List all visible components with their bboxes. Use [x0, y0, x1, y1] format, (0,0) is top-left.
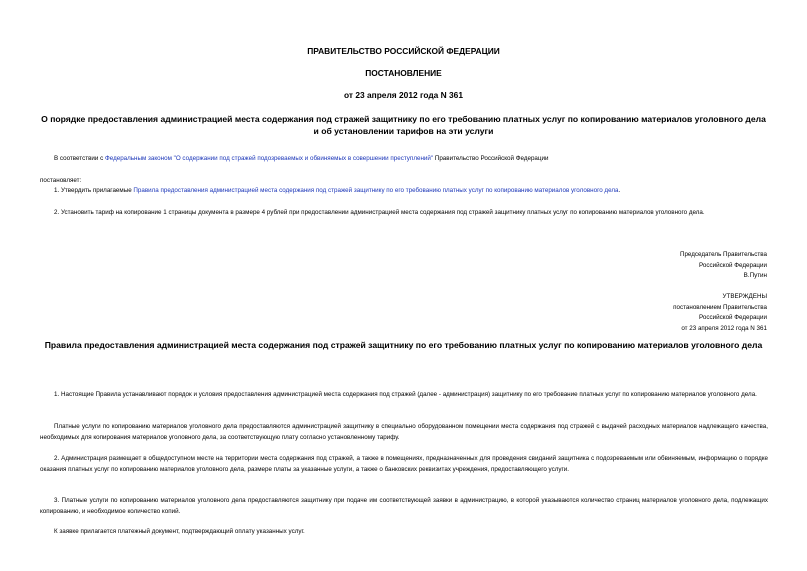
decree-word: постановляет:	[40, 177, 82, 184]
decree-item-2: 2. Установить тариф на копирование 1 страницы документа в размере 4 рублей при предоставлении администрацией места содержания под стражей защитнику платных услуг по копированию материалов уголовного дела.	[54, 209, 705, 216]
rules-title: Правила предоставления администрацией места содержания под стражей защитнику по его требованию платных услуг по копированию материалов уголовного дела	[44, 340, 763, 350]
document-date-number: от 23 апреля 2012 года N 361	[344, 90, 463, 100]
rules-paragraph-3: 2. Администрация размещает в общедоступном месте на территории места содержания под стражей, а также в помещениях, предназначенных для проведения свиданий защитника с подозреваемым или обвиняемым, информацию о порядке оказания платных услуг по копированию материалов уголовного дела, размере платы за указанные услуги, а также о банковских реквизитах учреждения, предоставляющего услуги.	[40, 455, 768, 473]
rules-paragraph-1: 1. Настоящие Правила устанавливают порядок и условия предоставления администрацией места содержания под стражей (далее - администрация) защитнику по его требование платных услуг по копированию материалов уголовного дела.	[54, 391, 757, 398]
signature-line-2: Российской Федерации	[699, 261, 767, 269]
rules-paragraph-2: Платные услуги по копированию материалов уголовного дела предоставляются администрацией защитнику в специально оборудованном помещении места содержания под стражей с выдачей расходных материалов надлежащего качества, необходимых для копирования материалов уголовного дела, за соответствующую плату согласно установленному тарифу.	[40, 423, 768, 441]
signature-line-3: В.Путин	[743, 272, 767, 279]
document-type: ПОСТАНОВЛЕНИЕ	[365, 68, 442, 78]
preamble	[40, 154, 768, 165]
approval-line-2: постановлением Правительства	[673, 303, 767, 311]
decree-item-1	[40, 186, 768, 197]
rules-link[interactable]: Правила предоставления администрацией места содержания под стражей защитнику по его требованию платных услуг по копированию материалов уголовного дела	[133, 187, 619, 194]
item1-prefix: 1. Утвердить прилагаемые	[54, 187, 134, 194]
preamble-prefix: В соответствии с	[54, 155, 105, 162]
document-title: О порядке предоставления администрацией места содержания под стражей защитнику по его требованию платных услуг по копированию материалов уголовного дела и об установлении тарифов на эти услуги	[41, 114, 766, 136]
rules-paragraph-5: К заявке прилагается платежный документ, подтверждающий оплату указанных услуг.	[54, 528, 305, 535]
signature-line-1: Председатель Правительства	[679, 251, 767, 258]
approval-line-4: от 23 апреля 2012 года N 361	[681, 324, 767, 332]
rules-paragraph-4: 3. Платные услуги по копированию материалов уголовного дела предоставляются защитнику при подаче им соответствующей заявки в администрацию, в которой указываются количество страниц материалов уголовного дела, подлежащих копированию, и необходимое количество копий.	[40, 497, 768, 515]
approval-line-3: Российской Федерации	[699, 314, 767, 321]
signature-block	[467, 250, 767, 282]
item1-suffix: .	[618, 187, 621, 194]
approval-block	[467, 292, 767, 334]
preamble-suffix: Правительство Российской Федерации	[433, 155, 549, 162]
approval-line-1: УТВЕРЖДЕНЫ	[722, 293, 767, 300]
federal-law-link[interactable]: Федеральным законом "О содержании под стражей подозреваемых и обвиняемых в совершении преступлений"	[104, 155, 434, 162]
government-heading: ПРАВИТЕЛЬСТВО РОССИЙСКОЙ ФЕДЕРАЦИИ	[307, 46, 500, 56]
